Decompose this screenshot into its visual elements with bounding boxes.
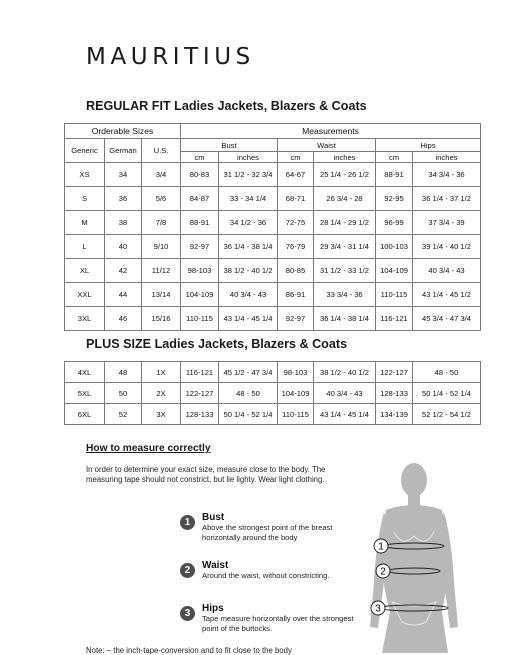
size-cell: S bbox=[65, 187, 105, 211]
size-cell: 15/16 bbox=[142, 307, 181, 331]
size-cell: 28 1/4 - 29 1/2 bbox=[314, 211, 376, 235]
size-cell: 50 bbox=[105, 383, 142, 404]
size-cell: 88-91 bbox=[376, 163, 413, 187]
size-row bbox=[65, 163, 481, 187]
size-cell: 64-67 bbox=[278, 163, 314, 187]
size-cell: 38 1/2 - 40 1/2 bbox=[314, 362, 376, 383]
size-cell: 100-103 bbox=[376, 235, 413, 259]
size-cell: 80-85 bbox=[278, 259, 314, 283]
size-row bbox=[65, 404, 481, 425]
size-cell: 36 bbox=[105, 187, 142, 211]
regular-fit-title: REGULAR FIT Ladies Jackets, Blazers & Coats bbox=[86, 99, 367, 113]
size-cell: 4XL bbox=[65, 362, 105, 383]
german-header: German bbox=[105, 139, 142, 163]
size-cell: 98-103 bbox=[181, 259, 219, 283]
size-row bbox=[65, 383, 481, 404]
size-cell: 92-97 bbox=[181, 235, 219, 259]
size-cell: 38 1/2 - 40 1/2 bbox=[219, 259, 278, 283]
size-cell: 88-91 bbox=[181, 211, 219, 235]
size-cell: 122-127 bbox=[181, 383, 219, 404]
size-cell: 92-97 bbox=[278, 307, 314, 331]
size-cell: 68-71 bbox=[278, 187, 314, 211]
size-cell: 50 1/4 - 52 1/4 bbox=[219, 404, 278, 425]
size-cell: 36 1/4 - 37 1/2 bbox=[413, 187, 481, 211]
size-cell: 96-99 bbox=[376, 211, 413, 235]
size-cell: 37 3/4 - 39 bbox=[413, 211, 481, 235]
bust-header: Bust bbox=[181, 139, 278, 152]
size-cell: 128-133 bbox=[376, 383, 413, 404]
size-cell: 42 bbox=[105, 259, 142, 283]
us-header: U.S. bbox=[142, 139, 181, 163]
step-description: Around the waist, without constricting. bbox=[202, 571, 330, 580]
size-cell: 43 1/4 - 45 1/4 bbox=[219, 307, 278, 331]
size-cell: 6XL bbox=[65, 404, 105, 425]
size-cell: 1X bbox=[142, 362, 181, 383]
waist-header: Waist bbox=[278, 139, 376, 152]
size-cell: 104-109 bbox=[278, 383, 314, 404]
size-cell: 9/10 bbox=[142, 235, 181, 259]
size-cell: 110-115 bbox=[376, 283, 413, 307]
step-number-badge: 3 bbox=[180, 606, 195, 621]
step-number-badge: 1 bbox=[180, 515, 195, 530]
size-cell: 31 1/2 - 33 1/2 bbox=[314, 259, 376, 283]
size-cell: 86-91 bbox=[278, 283, 314, 307]
size-cell: 38 bbox=[105, 211, 142, 235]
size-cell: 43 1/4 - 45 1/2 bbox=[413, 283, 481, 307]
size-cell: 34 3/4 - 36 bbox=[413, 163, 481, 187]
size-cell: 40 3/4 - 43 bbox=[413, 259, 481, 283]
size-cell: 104-109 bbox=[376, 259, 413, 283]
size-cell: 40 3/4 - 43 bbox=[314, 383, 376, 404]
cm-header: cm bbox=[376, 152, 413, 163]
size-cell: 36 1/4 - 38 1/4 bbox=[314, 307, 376, 331]
plus-size-table bbox=[64, 361, 481, 425]
step-title: Bust bbox=[202, 512, 225, 523]
size-cell: 13/14 bbox=[142, 283, 181, 307]
size-cell: 116-121 bbox=[181, 362, 219, 383]
size-row bbox=[65, 307, 481, 331]
size-cell: 52 bbox=[105, 404, 142, 425]
size-cell: 128-133 bbox=[181, 404, 219, 425]
step-number-badge: 2 bbox=[180, 563, 195, 578]
body-figure-illustration bbox=[368, 452, 478, 653]
regular-size-table bbox=[64, 123, 481, 331]
size-cell: 39 1/4 - 40 1/2 bbox=[413, 235, 481, 259]
size-cell: L bbox=[65, 235, 105, 259]
size-cell: 48 bbox=[105, 362, 142, 383]
size-row bbox=[65, 362, 481, 383]
size-cell: 5XL bbox=[65, 383, 105, 404]
size-cell: 116-121 bbox=[376, 307, 413, 331]
size-cell: 7/8 bbox=[142, 211, 181, 235]
size-cell: 46 bbox=[105, 307, 142, 331]
step-title: Waist bbox=[202, 560, 229, 571]
size-cell: 84-87 bbox=[181, 187, 219, 211]
step-title: Hips bbox=[202, 603, 224, 614]
size-cell: 26 3/4 - 28 bbox=[314, 187, 376, 211]
brand-logo: MAURITIUS bbox=[86, 44, 255, 70]
size-cell: XL bbox=[65, 259, 105, 283]
size-cell: 2X bbox=[142, 383, 181, 404]
inches-header: inches bbox=[314, 152, 376, 163]
size-cell: 29 3/4 - 31 1/4 bbox=[314, 235, 376, 259]
cm-header: cm bbox=[181, 152, 219, 163]
generic-header: Generic bbox=[65, 139, 105, 163]
size-row bbox=[65, 283, 481, 307]
size-cell: 134-139 bbox=[376, 404, 413, 425]
measure-intro: In order to determine your exact size, measure close to the body. The measuring tape should not constrict, but lie lighty. Wear light clothing. bbox=[86, 465, 326, 484]
size-row bbox=[65, 259, 481, 283]
size-cell: 110-115 bbox=[278, 404, 314, 425]
size-cell: 104-109 bbox=[181, 283, 219, 307]
size-cell: 48 - 50 bbox=[219, 383, 278, 404]
size-cell: 52 1/2 - 54 1/2 bbox=[413, 404, 481, 425]
size-cell: 43 1/4 - 45 1/4 bbox=[314, 404, 376, 425]
orderable-sizes-header: Orderable Sizes bbox=[65, 124, 181, 139]
step-description: Above the strongest point of the breast horizontally around the body bbox=[202, 523, 333, 542]
inches-header: inches bbox=[413, 152, 481, 163]
size-cell: 72-75 bbox=[278, 211, 314, 235]
marker-label: 2 bbox=[380, 566, 386, 578]
size-cell: 48 - 50 bbox=[413, 362, 481, 383]
size-cell: 110-115 bbox=[181, 307, 219, 331]
size-cell: 33 - 34 1/4 bbox=[219, 187, 278, 211]
inches-header: inches bbox=[219, 152, 278, 163]
step-description: Tape measure horizontally over the strongest point of the buttocks. bbox=[202, 614, 354, 633]
size-cell: 34 bbox=[105, 163, 142, 187]
size-cell: XS bbox=[65, 163, 105, 187]
size-cell: 50 1/4 - 52 1/4 bbox=[413, 383, 481, 404]
size-cell: 80-83 bbox=[181, 163, 219, 187]
size-cell: 31 1/2 - 32 3/4 bbox=[219, 163, 278, 187]
size-cell: 5/6 bbox=[142, 187, 181, 211]
size-cell: 76-79 bbox=[278, 235, 314, 259]
measurements-header: Measurements bbox=[181, 124, 481, 139]
size-cell: 34 1/2 - 36 bbox=[219, 211, 278, 235]
size-cell: 3/4 bbox=[142, 163, 181, 187]
size-cell: 33 3/4 - 36 bbox=[314, 283, 376, 307]
size-cell: 44 bbox=[105, 283, 142, 307]
size-cell: 98-103 bbox=[278, 362, 314, 383]
size-cell: 92-95 bbox=[376, 187, 413, 211]
size-cell: 40 3/4 - 43 bbox=[219, 283, 278, 307]
size-cell: 3X bbox=[142, 404, 181, 425]
plus-size-title: PLUS SIZE Ladies Jackets, Blazers & Coats bbox=[86, 337, 348, 351]
size-row bbox=[65, 235, 481, 259]
size-cell: 40 bbox=[105, 235, 142, 259]
cm-header: cm bbox=[278, 152, 314, 163]
how-to-measure-title: How to measure correctly bbox=[86, 443, 211, 454]
size-row bbox=[65, 211, 481, 235]
size-cell: 11/12 bbox=[142, 259, 181, 283]
size-cell: 45 1/2 - 47 3/4 bbox=[219, 362, 278, 383]
size-cell: 45 3/4 - 47 3/4 bbox=[413, 307, 481, 331]
size-cell: 25 1/4 - 26 1/2 bbox=[314, 163, 376, 187]
size-cell: XXL bbox=[65, 283, 105, 307]
size-cell: 122-127 bbox=[376, 362, 413, 383]
size-cell: 36 1/4 - 38 1/4 bbox=[219, 235, 278, 259]
marker-label: 1 bbox=[378, 541, 384, 553]
hips-header: Hips bbox=[376, 139, 481, 152]
size-cell: 3XL bbox=[65, 307, 105, 331]
size-cell: M bbox=[65, 211, 105, 235]
marker-label: 3 bbox=[375, 603, 381, 615]
size-row bbox=[65, 187, 481, 211]
footnote: Note: – the inch-tape-conversion and to fit close to the body bbox=[86, 646, 292, 655]
